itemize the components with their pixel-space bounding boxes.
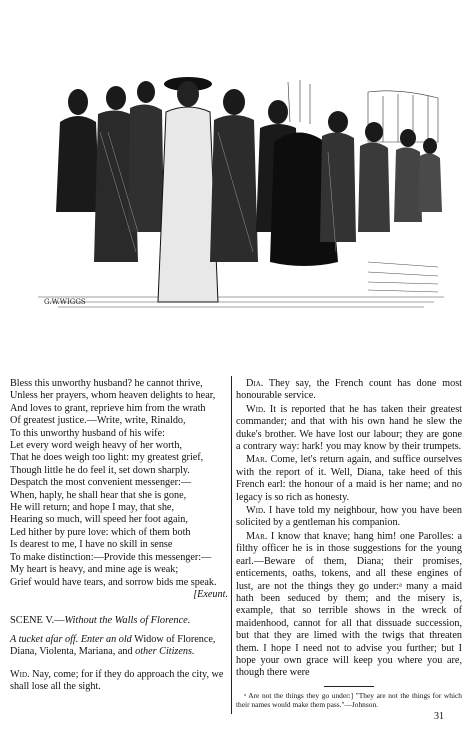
speech [236,404,462,454]
column-divider [231,376,232,714]
scene-heading [10,615,228,627]
verse-line: To make distinction:—Provide this messenger:— [10,551,212,563]
engraving-illustration [38,62,444,312]
speaker-name: Dia. [246,378,264,389]
verse-line: Hearing so much, will speed her foot again, [10,514,188,526]
verse-line: My heart is heavy, and mine age is weak; [10,564,179,576]
verse-block [10,378,228,589]
engraver-signature: G.W.WIGGS [44,298,86,306]
speech [236,505,462,530]
speech-text: I have told my neighbour, how you have been solicited by a gentleman his companion. [236,505,462,529]
stage-direction [10,634,228,659]
speech-text: It is reported that he has taken their greatest commander; and that with his own hand he slew the duke's brother. We have lost our labour; they are gone a contrary way: hark! you may know by their trumpets. [236,403,462,453]
scene-location: Without the Walls of Florence. [64,615,191,627]
stage-direction-characters: Widow of Florence, Diana, Violenta, Mariana, and [10,633,216,658]
speaker-name: Wid. [246,403,266,415]
verse-line: Though little he do feel it, set down sharply. [10,464,190,476]
verse-line: Despatch the most convenient messenger:— [10,477,192,489]
right-column [236,378,462,723]
verse-line: Led hither by pure love: which of them both [10,526,191,538]
speech-text: I know that knave; hang him! one Parolles: a filthy officer he is in those suggestions for the young earl.—Beware of them, Diana; their promises, enticements, oaths, tokens, and all these engines of lust, are not the things they go under:ᵃ many a maid hath been seduced by them; and the misery is, example, that so terrible shows in the wreck of maidenhood, cannot for all that dissuade succession, but that they are limed with the twigs that threaten them. I hope I need not to advise you further; but I hope your own grace will keep you where you are, though there were [236,530,462,679]
page-number: 31 [434,710,444,722]
exeunt-direction: [Exeunt. [193,588,228,600]
speech-text: They say, the French count has done most honourable service. [236,378,462,402]
speaker-name: Wid. [246,505,266,517]
verse-line: Of greatest justice.—Write, write, Rinaldo, [10,415,186,427]
speech-text: Nay, come; for if they do approach the city, we shall lose all the sight. [10,668,224,692]
verse-line: That he does weigh too light: my greatest grief, [10,452,204,464]
verse-line: Unless her prayers, whom heaven delights to hear, [10,390,216,402]
speech [10,669,228,694]
footnote-rule [324,686,374,687]
stage-direction-italic: A tucket afar off. Enter an old [10,633,132,645]
verse-line: And loves to grant, reprieve him from the wrath [10,402,206,414]
speaker-name: Wid. [10,668,30,680]
speech [236,531,462,680]
footnote: ᵃ Are not the things they go under:] "They are not the things for which their names would make them pass."—Johnson. [236,690,462,709]
verse-line: Grief would have tears, and sorrow bids me speak. [10,576,217,588]
verse-line: He will return; and hope I may, that she, [10,502,174,514]
verse-line: Is dearest to me, I have no skill in sense [10,539,173,551]
verse-line: Let every word weigh heavy of her worth, [10,440,182,452]
verse-line: Bless this unworthy husband? he cannot thrive, [10,378,203,389]
speech [236,454,462,504]
speech-text: Come, let's return again, and suffice ourselves with the report of it. Well, Diana, take heed of this French earl: the honour of a maid is her name; and no legacy is so rich as honesty. [236,454,462,503]
scene-label: SCENE V.— [10,615,65,627]
speaker-name: Mar. [246,530,268,542]
crowd-engraving [38,62,444,312]
stage-direction-end: other Citizens. [135,646,195,658]
verse-line: When, haply, he shall hear that she is gone, [10,489,187,501]
verse-line: To this unworthy husband of his wife: [10,427,165,439]
speaker-name: Mar. [246,454,268,466]
speech [236,378,462,403]
left-column [10,378,228,694]
